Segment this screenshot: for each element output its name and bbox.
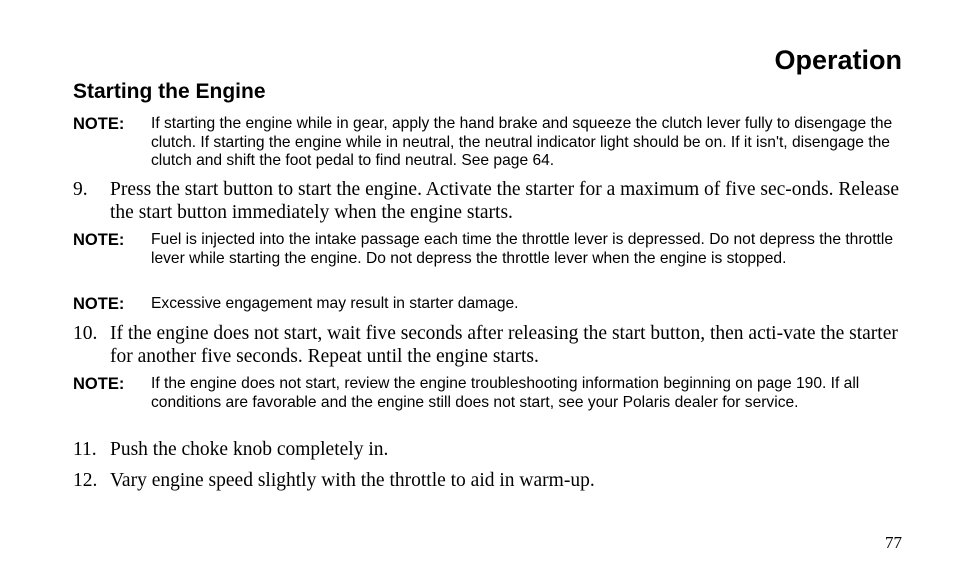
- step-number: 12.: [73, 470, 98, 491]
- step-number: 9.: [73, 179, 88, 200]
- note-3: [73, 295, 903, 314]
- note-1: [73, 115, 903, 171]
- note-label: NOTE:: [73, 115, 125, 133]
- step-12: [73, 469, 903, 492]
- step-text: If the engine does not start, wait five seconds after releasing the start button, then acti-vate the starter for another five seconds. Repeat until the engine starts.: [110, 323, 898, 367]
- page-header-title: Operation: [774, 45, 902, 75]
- note-label: NOTE:: [73, 375, 125, 393]
- note-label: NOTE:: [73, 295, 125, 313]
- page-number: 77: [885, 533, 902, 552]
- step-text: Vary engine speed slightly with the throttle to aid in warm-up.: [110, 470, 595, 491]
- step-text: Push the choke knob completely in.: [110, 439, 389, 460]
- step-number: 11.: [73, 439, 97, 460]
- note-text: Fuel is injected into the intake passage each time the throttle lever is depressed. Do not depress the throttle lever while starting the engine. Do not depress the throttle lever when the engine is stopped.: [151, 231, 893, 267]
- step-text: Press the start button to start the engine. Activate the starter for a maximum of five sec-onds. Release the start button immediately when the engine starts.: [110, 179, 899, 223]
- note-2: [73, 231, 903, 268]
- note-text: If the engine does not start, review the engine troubleshooting information beginning on page 190. If all conditions are favorable and the engine still does not start, see your Polaris dealer for service.: [151, 375, 860, 411]
- step-10: [73, 322, 903, 368]
- step-number: 10.: [73, 323, 98, 344]
- note-text: If starting the engine while in gear, apply the hand brake and squeeze the clutch lever fully to disengage the clutch. If starting the engine while in neutral, the neutral indicator light should be on. If it isn't, disengage the clutch and shift the foot pedal to find neutral. See page 64.: [151, 115, 893, 169]
- section-title: Starting the Engine: [73, 80, 266, 103]
- step-9: [73, 178, 903, 224]
- note-text: Excessive engagement may result in starter damage.: [151, 295, 519, 312]
- step-11: [73, 438, 903, 461]
- note-label: NOTE:: [73, 231, 125, 249]
- note-4: [73, 375, 903, 412]
